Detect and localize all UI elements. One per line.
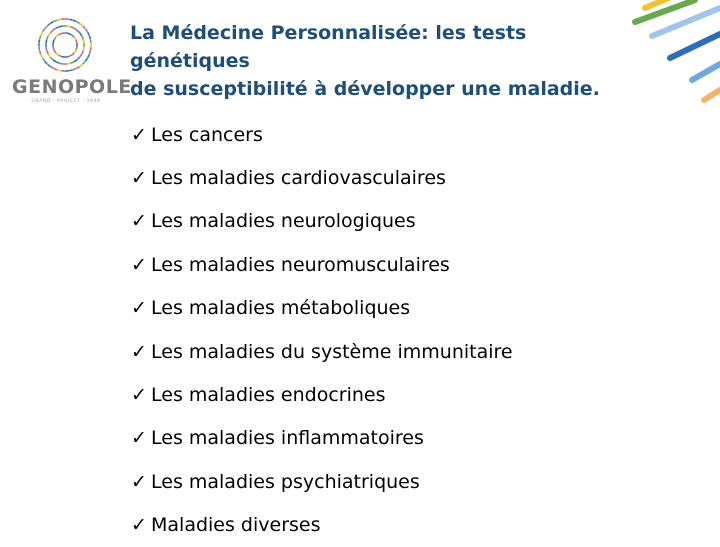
logo-dash <box>39 39 40 43</box>
logo-dash <box>53 28 56 30</box>
logo-dash <box>47 24 50 26</box>
list-item-label: Les maladies métaboliques <box>151 297 410 319</box>
logo-dash <box>57 19 61 20</box>
logo-dash <box>85 58 87 61</box>
logo-dash <box>71 27 74 28</box>
logo-dash <box>56 35 59 37</box>
logo-dash <box>62 57 66 58</box>
logo-dash <box>56 27 59 28</box>
disease-list <box>131 113 513 547</box>
logo-dash <box>58 33 61 34</box>
logo-dash <box>65 57 69 58</box>
logo-dash <box>76 22 79 24</box>
logo-dash <box>62 33 66 34</box>
logo-dash <box>90 39 91 43</box>
logo-dash <box>76 40 77 43</box>
logo-dash <box>54 50 56 53</box>
list-item <box>131 460 513 503</box>
logo-dash <box>48 54 50 57</box>
logo-dash <box>83 40 84 44</box>
slide-title-line-2: de susceptibilité à développer une maladie. <box>130 75 620 103</box>
list-item <box>131 330 513 373</box>
logo-dash <box>72 53 75 55</box>
list-item-label: Les maladies cardiovasculaires <box>151 167 446 189</box>
logo-dash <box>39 47 40 51</box>
logo-dash <box>80 24 83 26</box>
checkmark-icon: ✓ <box>131 514 150 536</box>
checkmark-icon: ✓ <box>131 384 150 406</box>
logo-dash <box>80 33 82 36</box>
genopole-logo <box>0 0 130 125</box>
logo-dash <box>80 64 83 66</box>
logo-dash <box>69 19 73 20</box>
checkmark-icon: ✓ <box>131 210 150 232</box>
list-item <box>131 200 513 243</box>
logo-dash <box>54 37 56 40</box>
logo-dash <box>74 37 76 40</box>
logo-dash <box>67 26 71 27</box>
logo-dash <box>74 28 77 30</box>
logo-dash <box>46 40 47 44</box>
decorative-stripes-icon <box>610 0 720 125</box>
list-item <box>131 373 513 416</box>
logo-dash <box>48 33 50 36</box>
slide-title <box>130 19 620 103</box>
logo-dash <box>47 51 48 54</box>
logo-dash <box>89 36 90 39</box>
list-item-label: Les maladies du système immunitaire <box>151 341 513 363</box>
checkmark-icon: ✓ <box>131 471 150 493</box>
logo-dash <box>60 63 64 64</box>
logo-dash <box>53 40 54 43</box>
list-item <box>131 243 513 286</box>
logo-dash <box>80 54 82 57</box>
logo-dash <box>40 51 41 54</box>
list-item-label: Les maladies endocrines <box>151 384 386 406</box>
logo-dash <box>50 22 53 24</box>
logo-dash <box>82 51 83 54</box>
logo-dash <box>74 60 77 62</box>
logo-dash <box>47 36 48 39</box>
logo-dash <box>50 67 53 69</box>
checkmark-icon: ✓ <box>131 297 150 319</box>
logo-dash <box>74 50 76 53</box>
logo-dash <box>54 20 57 21</box>
list-item-label: Les maladies neurologiques <box>151 210 416 232</box>
logo-dash <box>43 29 45 32</box>
logo-wordmark: GENOPOLE <box>12 76 120 98</box>
logo-dash <box>45 61 47 64</box>
logo-dash <box>73 20 76 21</box>
logo-dash <box>53 60 56 62</box>
logo-dash <box>90 47 91 51</box>
logo-dash <box>71 62 74 63</box>
logo-dash <box>76 47 77 50</box>
checkmark-icon: ✓ <box>131 167 150 189</box>
logo-dash <box>68 55 71 56</box>
list-item <box>131 113 513 156</box>
logo-dash <box>41 32 43 35</box>
logo-dash <box>58 55 61 56</box>
logo-dash <box>43 58 45 61</box>
logo-dash <box>53 47 54 50</box>
checkmark-icon: ✓ <box>131 427 150 449</box>
logo-dash <box>83 61 85 64</box>
logo-dash <box>77 57 80 60</box>
list-item <box>131 287 513 330</box>
list-item <box>131 504 513 547</box>
logo-dash <box>83 47 84 51</box>
logo-dash <box>72 35 75 37</box>
logo-dash <box>50 30 53 33</box>
logo-dash <box>56 53 59 55</box>
logo-dash <box>41 55 43 58</box>
list-item-label: Les cancers <box>151 124 263 146</box>
checkmark-icon: ✓ <box>131 254 150 276</box>
logo-dash <box>46 47 47 51</box>
logo-dash <box>85 29 87 32</box>
logo-dash <box>56 62 59 63</box>
logo-dash <box>88 32 90 35</box>
logo-dash <box>50 57 53 60</box>
list-item <box>131 417 513 460</box>
logo-dash <box>76 67 79 69</box>
logo-dash <box>40 36 41 39</box>
checkmark-icon: ✓ <box>131 341 150 363</box>
list-item <box>131 156 513 199</box>
slide-title-line-1: La Médecine Personnalisée: les tests génétiques <box>130 19 620 75</box>
logo-dash <box>67 63 71 64</box>
logo-dash <box>83 26 85 29</box>
logo-dash <box>47 64 50 66</box>
list-item-label: Les maladies inflammatoires <box>151 427 424 449</box>
logo-dash <box>54 69 57 70</box>
list-item-label: Les maladies neuromusculaires <box>151 254 450 276</box>
logo-dash <box>60 26 64 27</box>
logo-dash <box>69 70 73 71</box>
logo-dash <box>82 36 83 39</box>
logo-dash <box>45 26 47 29</box>
list-item-label: Maladies diverses <box>151 514 321 536</box>
logo-dash <box>89 51 90 54</box>
genopole-mark-icon <box>32 16 98 74</box>
logo-tagline: GRAND · PROJECT · 1998 <box>12 99 120 104</box>
logo-dash <box>68 33 71 34</box>
logo-dash <box>73 69 76 70</box>
list-item-label: Les maladies psychiatriques <box>151 471 420 493</box>
logo-dash <box>65 33 69 34</box>
checkmark-icon: ✓ <box>131 124 150 146</box>
logo-dash <box>77 30 80 33</box>
logo-dash <box>88 55 90 58</box>
logo-dash <box>57 70 61 71</box>
